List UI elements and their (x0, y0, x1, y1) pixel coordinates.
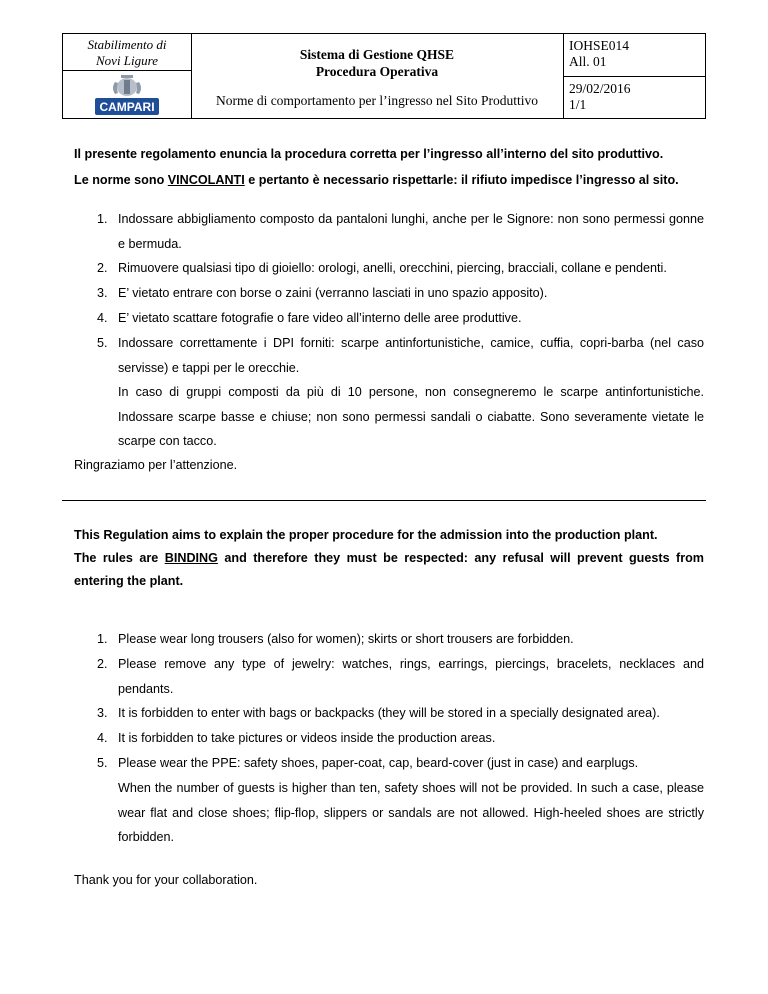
italian-group-note: In caso di gruppi composti da più di 10 persone, non consegneremo le scarpe antinfortunistiche. Indossare scarpe basse e chiuse; non sono permessi sandali o ciabatte. Sono severamente vietate le scarpe con tacco. (118, 385, 704, 448)
italian-rules-statement: Le norme sono VINCOLANTI e pertanto è necessario rispettarle: il rifiuto impedisce l’ingresso al sito. (74, 173, 679, 187)
header-divider (563, 76, 705, 77)
system-title: Sistema di Gestione QHSE Procedura Operativa (299, 47, 455, 79)
italian-thanks: Ringraziamo per l’attenzione. (74, 458, 238, 472)
english-intro: This Regulation aims to explain the proper procedure for the admission into the production plant. (74, 528, 658, 542)
english-thanks: Thank you for your collaboration. (74, 873, 258, 887)
header-divider (63, 70, 191, 71)
svg-text:CAMPARI: CAMPARI (99, 100, 155, 114)
section-divider (62, 500, 706, 501)
campari-logo-icon (79, 72, 175, 118)
italian-intro: Il presente regolamento enuncia la procedura corretta per l’ingresso all’interno del sito produttivo. (74, 147, 664, 161)
document-code: IOHSE014 All. 01 (569, 38, 629, 69)
plant-name: Stabilimento di Novi Ligure (87, 37, 167, 68)
procedure-title: Norme di comportamento per l’ingresso nel Sito Produttivo (215, 93, 539, 108)
document-date: 29/02/2016 1/1 (569, 81, 631, 112)
english-group-note: When the number of guests is higher than ten, safety shoes will not be provided. In such a case, please wear flat and close shoes; flip-flop, slippers or sandals are not allowed. High-heeled shoes are strictly forbidden. (118, 781, 704, 844)
document-header (62, 33, 706, 119)
english-rules-statement: The rules are BINDING and therefore they must be respected: any refusal will prevent guests from entering the plant. (74, 551, 705, 588)
